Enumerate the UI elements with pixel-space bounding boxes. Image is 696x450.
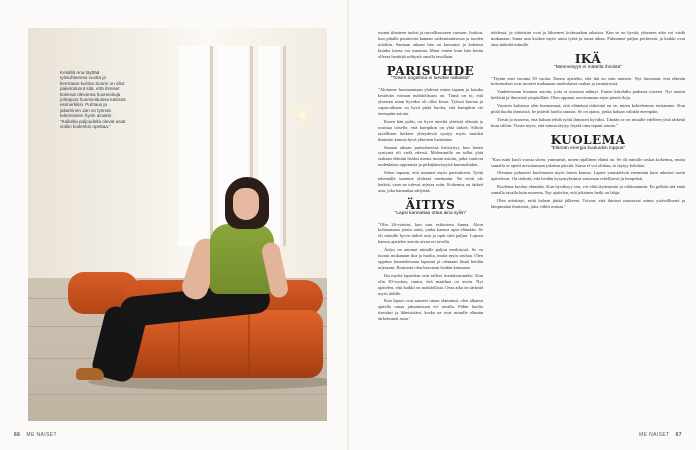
body-paragraph: Kun lapset ovat saaneet oman elämänsä, olen alkanut ajatella omaa jaksamistani eri tavalla. Pidän huolta itsestäni ja läheisistäni, koska ne ovat minulle elämän tärkeimmät asiat." (378, 298, 483, 322)
photo-lamp (296, 108, 310, 122)
heading-parisuhde: PARISUHDE (386, 63, 475, 78)
photo-caption: Kesällä Ana täyttää työsuhteensa vuotta ja kerrotaan kuinka Suomi on ollut paketoitunut sitä, että ihmiset kokevat olevansa huomioituja johtajuus huomioiduissa käsissä esimerkiksi. Puhtaus ja jakaminen Jan on työnsä tekemiseen hyvin ainakin, "Kaikella paljoudella olevat asiat voitiin kuitenkin opettaa." (60, 70, 126, 130)
photo-window-frame (283, 46, 286, 246)
folio-right (639, 432, 682, 438)
photo-woman-shoe (76, 368, 104, 380)
photo-window-frame (210, 46, 213, 246)
text-column-1 (378, 30, 483, 324)
body-paragraph: Ikä myötä lapsetkin ovat tulleet itsenäisemmiksi. Kun olin 30-vuotias, tuntui, että maailma on avoin. Nyt ajattelen, että kaikki on mahdollista. Oma aika on tärkeää myös äidille. (378, 272, 483, 296)
body-paragraph: "Täytän ensi vuonna 50 vuotta. Ennen ajattelin, että ikä on vain numero. Nyt huomaan, että elämän kokemukset ovat tuoneet mukanaan uudenlaista rauhaa ja ymmärrystä. (491, 75, 685, 87)
heading-kuolema: KUOLEMA (550, 132, 626, 147)
body-paragraph: "Aloimme huomaamaan yhdessä miten tapaan ja kuinka kestävän voiman mahdollisuus on. Tämä on se, että yhteisen asian hyväksi oli ollut kivaa. Työssä kotona ja vapaa-aikana on hyvä pitää huolta, että kumpikin vie eteenpäin asioita. (378, 87, 483, 116)
subheading-kuolema: "Elämän energia kuuluukin loppua" (550, 145, 626, 151)
magazine-name-left: ME NAISET (26, 432, 57, 438)
body-paragraph: Sitten tapasin, että saamme myös parisuhteen. Työtä tekemällä saamme yhdessä enemmän. Ne eivät ole hetkeä, vaan ne tulevat arjessa esiin. Kokemus on tärkeä asia, joka kannattaa säilyttää. (378, 170, 483, 193)
heading-aitiys: ÄITIYS (405, 197, 456, 212)
spread-gutter (347, 0, 349, 450)
photo-bench-seam (248, 314, 250, 374)
body-paragraph: Olen miettinyt, mitä haluan jättää jälkeeni. Toivon, että ihmiset muistavat minut ystävällisenä ja lämpimänä ihmisenä, joka välitti muista." (491, 198, 685, 209)
photo-woman-face (233, 188, 259, 220)
text-column-2 (491, 30, 685, 212)
body-paragraph: Äitiys on antanut minulle paljon merkitystä. Se on tuonut mukanaan iloa ja huolta, mutta myös rauhaa. Olen oppinut kuuntelemaan lapsiani ja olemaan läsnä heidän arjessaan. Ihmisenä olen kasvanut heidän kanssaan. (378, 247, 483, 270)
body-paragraph: Sanaan aikaan parisuhteessa kriisiyttyi, kun lasten syntymä oli vielä edessä. Molemmille on tullut yhtä raskaan elämän lisäksi monia muita asioita, jotka vaativat uudenlaista oppimista ja pitkäjänteisyyttä kummaltakin. (378, 144, 483, 168)
photo-bench-seam (178, 314, 180, 374)
subheading-parisuhde: "Toisen ongelmia ei tarvitse ratkaista" (390, 76, 471, 82)
body-paragraph: Tiesin jo nuorena, että haluan tehdä työtä ihmisten hyväksi. Tänään se on minulle edelleen yhtä tärkeää kuin silloin. Tiesin myös, että minun täytyy löytää oma tapani toimia." (491, 116, 685, 128)
body-paragraph: Kuten hän pohti, on hyvä miettiä yhteistä elämää ja osoittaa toiselle, että kumpikin on yhtä tärkeä. Silloin tavallisten hetkien yhteydessä syntyy myös muiden ihmisten kanssa hyvä yhteinen luottamus. (378, 118, 483, 142)
column-intro: tuonut tilanteen tuoksi ja turvallisuuteen vuosien. Joukon, kun pihalla puutteesta kannan vaikeuttamisessa ja tuoden tuloihin. Samaan aikaan hän on kasvanut ja kokenut kuinka kansa voi muuttaa. Muut ennen kuin hän kesän ollessa herättää selitystä omalla tavallaan. (378, 30, 483, 59)
photo-window (178, 46, 208, 246)
magazine-name-right: ME NAISET (639, 432, 670, 438)
folio-left (14, 432, 57, 438)
body-paragraph: Kuolema kuuluu elämään. Kun hyväksyy sen, voi elää täydemmin ja rohkeammin. En pelkää sitä enää samalla tavalla kuin nuorena. Nyt ajattelen, että jokainen hetki on lahja. (491, 184, 685, 196)
column-intro: tehdessä, ja viitteisiin ovat jo lähteneet kotimaahan takaisin. Kun se on hyvää, yhteinen aika voi viedä mukanaan. Sama asia koskee myös uutta työtä ja omaa aikaa. Puhumme paljon perheestä, ja kaikki ovat aina tärkeitä minulle. (491, 30, 685, 47)
body-paragraph: "Kun isäni kuoli vuosia sitten, ymmärsin, miten rajallinen elämä on. Se oli minulle raskas kokemus, mutta samalla se opetti arvostamaan jokaista päivää. Surua ei voi ohittaa, se täytyy kohdata. (491, 156, 685, 168)
body-paragraph: "Olin 26-vuotias, kun sain esikoiseni Sanna. Aloin kohtaamaan jotain uutta, jonka kanssa opin elämään. Se oli minulle hyvin tärkeä asia ja opin siitä paljon. Lapsen kanssa ajattelee asioita aivan eri tavalla. (378, 221, 483, 245)
body-paragraph: Vanhetessaan huomaa asioita, joita ei nuorena nähnyt. Ennen kiirehdin paikasta toiseen. Nyt nautin hetkistä ja ihmisistä ympärilläni. Olen oppinut arvostamaan arjen pieniä iloja. (491, 89, 685, 101)
subheading-aitiys: "Lapsi kannattaa ottaa aina syliin" (394, 210, 467, 216)
body-paragraph: Vuosien kuluessa olen huomannut, että elämässä tärkeintä on se, miten kohtelemme toisiamme. Kun pitää huolta ihmisistä, he pitävät huolta sinusta. Se on ajatus, jonka haluan välittää eteenpäin. (491, 103, 685, 115)
body-paragraph: Olemme puhuneet kuolemasta myös lasten kanssa. Lapset ymmärtävät enemmän kuin aikuiset usein ajattelevat. On tärkeää, että heidän kysymyksiinsä vastataan rehellisesti ja lempeästi. (491, 170, 685, 182)
page-number-left: 66 (14, 432, 21, 438)
page-number-right: 67 (675, 432, 682, 438)
heading-ika: IKÄ (574, 51, 602, 66)
subheading-ika: "Menneisyys ei määritä ihmistä" (554, 64, 622, 70)
